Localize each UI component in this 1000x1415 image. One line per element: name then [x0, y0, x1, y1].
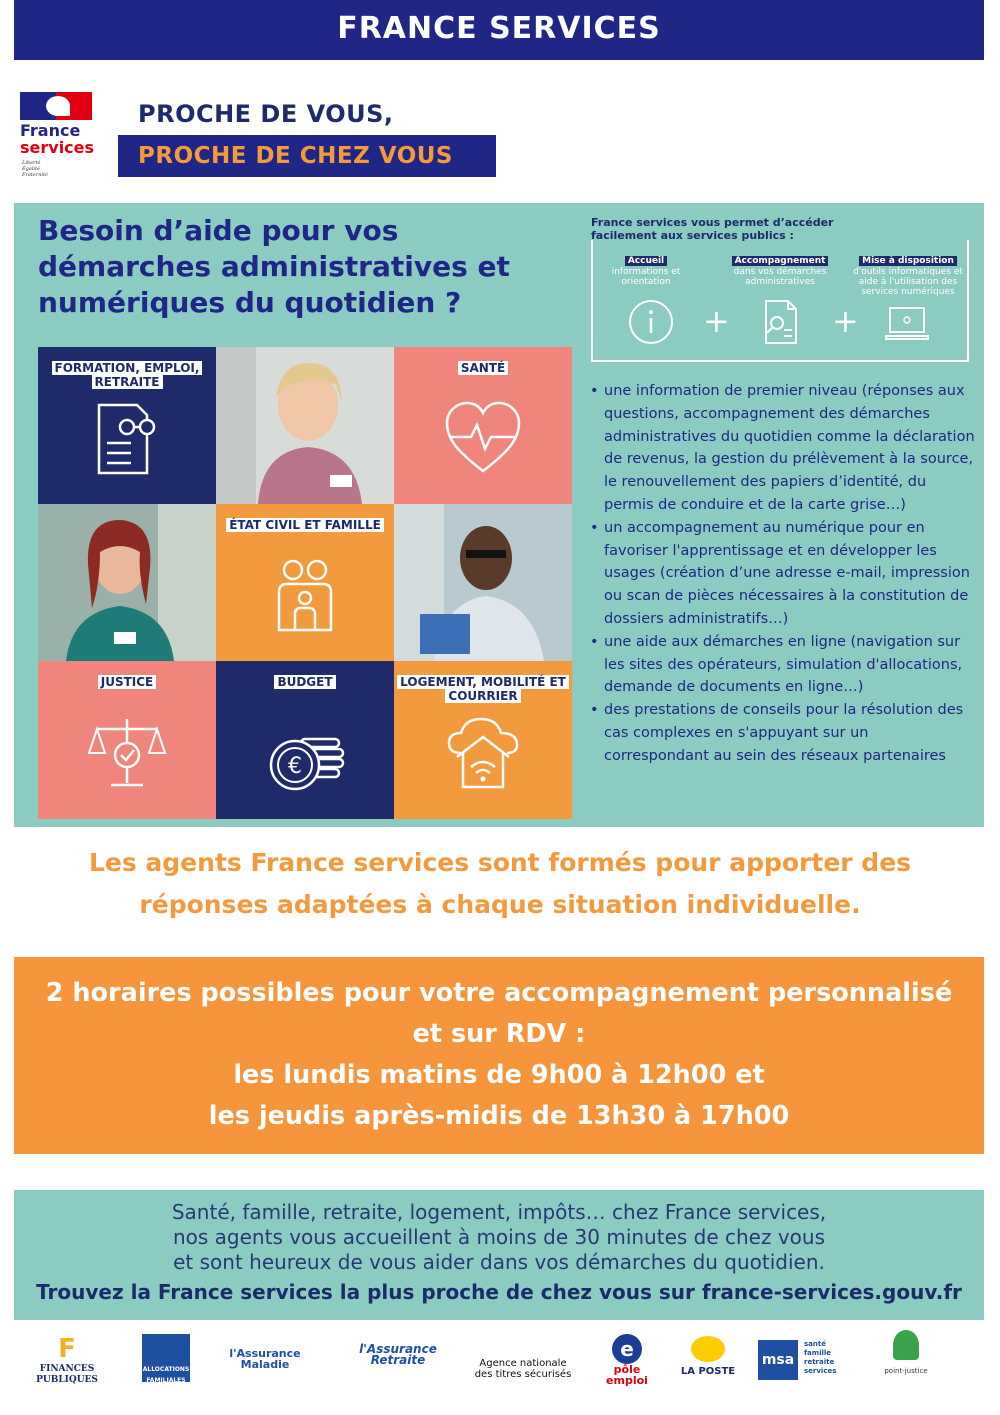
list-item: • un accompagnement au numérique pour en favoriser l'apprentissage et en développer les usages (création d’une adresse e-mail, impression ou scan de pièces nécessaires à la constitution de dossiers administratifs…): [590, 517, 975, 631]
france-services-logo: [20, 90, 100, 180]
logo-word-france: France: [20, 121, 81, 140]
partner-logos: [0, 1330, 1000, 1390]
photo-woman-smiling: [216, 347, 394, 504]
family-icon: [265, 556, 345, 636]
tagline-line2: PROCHE DE CHEZ VOUS: [118, 135, 496, 177]
house-wifi-icon: [443, 713, 523, 793]
logo-motto: Liberté Égalité Fraternité: [22, 160, 48, 178]
ants-logo: Agence nationale des titres sécurisés: [474, 1358, 572, 1380]
panel-headline: Besoin d’aide pour vos démarches administratives et numériques du quotidien ?: [38, 214, 510, 319]
plus-sign-1: +: [703, 302, 730, 340]
pole-emploi-logo: e pôle emploi: [594, 1334, 660, 1386]
opening-hours: [14, 957, 984, 1154]
find-france-services-link[interactable]: Trouvez la France services la plus proche de chez vous sur france-services.gouv.fr: [36, 1280, 962, 1304]
tile-logement-label: LOGEMENT, MOBILITÉ ET COURRIER: [394, 675, 572, 703]
tile-formation-label: FORMATION, EMPLOI, RETRAITE: [38, 361, 216, 389]
tile-formation: [38, 347, 216, 504]
service-accueil: Accueil informations et orientation: [611, 256, 681, 287]
msa-logo: msa santé famille retraite services: [758, 1340, 848, 1380]
document-glasses-icon: [87, 399, 167, 479]
tagline-line1: PROCHE DE VOUS,: [138, 100, 394, 128]
logo-word-services: services: [20, 138, 95, 157]
laptop-icon: [883, 298, 931, 346]
service-mise-a-disposition: Mise à disposition d'outils informatiques et aide à l'utilisation des services numériques: [853, 256, 963, 297]
photo-woman-door: [38, 504, 216, 661]
scales-icon: [87, 713, 167, 793]
tile-logement: [394, 661, 572, 819]
svg-text:€: €: [288, 754, 302, 779]
services-intro: France services vous permet d’accéder facilement aux services publics :: [591, 216, 834, 242]
theme-grid: [38, 347, 572, 819]
info-icon: [627, 298, 675, 346]
tile-budget-label: BUDGET: [216, 675, 394, 689]
assurance-maladie-logo: l'Assurance Maladie: [229, 1347, 301, 1371]
hours-line: les jeudis après-midis de 13h30 à 17h00: [208, 1101, 790, 1131]
list-item: • des prestations de conseils pour la résolution des cas complexes en s'appuyant sur un correspondant au sein des réseaux partenaires: [590, 699, 975, 767]
agents-statement: Les agents France services sont formés pour apporter des réponses adaptées à chaque situation individuelle.: [88, 848, 912, 919]
portrait-photo-3: [394, 504, 572, 661]
assurance-retraite-logo: l'Assurance Retraite: [359, 1342, 437, 1367]
portrait-photo: [216, 347, 394, 504]
plus-sign-2: +: [832, 302, 859, 340]
marianne-flag-icon: [20, 92, 92, 120]
heart-pulse-icon: [443, 399, 523, 479]
hours-line: les lundis matins de 9h00 à 12h00 et: [233, 1060, 765, 1090]
caf-logo: ALLOCATIONS FAMILIALES: [142, 1334, 190, 1382]
list-item: • une aide aux démarches en ligne (navigation sur les sites des opérateurs, simulation d'allocations, demande de documents en ligne…): [590, 631, 975, 699]
finances-publiques-logo: F FINANCES PUBLIQUES: [36, 1334, 98, 1385]
services-list: [590, 380, 975, 768]
tile-etat-civil: [216, 504, 394, 661]
tile-budget: [216, 661, 394, 819]
document-search-icon: [756, 298, 804, 346]
tile-justice-label: JUSTICE: [38, 675, 216, 689]
service-accompagnement: Accompagnement dans vos démarches administratives: [728, 256, 832, 287]
point-justice-logo: point-justice: [868, 1330, 944, 1377]
footer-panel: [14, 1190, 984, 1320]
euro-coins-icon: [265, 713, 345, 793]
tile-sante: [394, 347, 572, 504]
tile-justice: [38, 661, 216, 819]
footer-text: nos agents vous accueillent à moins de 30 minutes de chez vous: [172, 1225, 826, 1249]
page-header: FRANCE SERVICES: [14, 0, 984, 60]
hours-line: 2 horaires possibles pour votre accompagnement personnalisé: [45, 978, 953, 1008]
photo-man-smiling: [394, 504, 572, 661]
la-poste-logo: LA POSTE: [680, 1336, 736, 1377]
hours-line: et sur RDV :: [412, 1019, 586, 1049]
list-item: • une information de premier niveau (réponses aux questions, accompagnement des démarches administratives du quotidien comme la déclaration de revenus, la gestion du prélèvement à la source, le renouvellement des papiers d’identité, du permis de conduire et de la carte grise…): [590, 380, 975, 517]
footer-text: Santé, famille, retraite, logement, impôts… chez France services,: [171, 1200, 827, 1224]
tile-sante-label: SANTÉ: [394, 361, 572, 375]
tile-etat-civil-label: ÉTAT CIVIL ET FAMILLE: [216, 518, 394, 532]
portrait-photo-2: [38, 504, 216, 661]
footer-text: et sont heureux de vous aider dans vos démarches du quotidien.: [173, 1250, 825, 1274]
